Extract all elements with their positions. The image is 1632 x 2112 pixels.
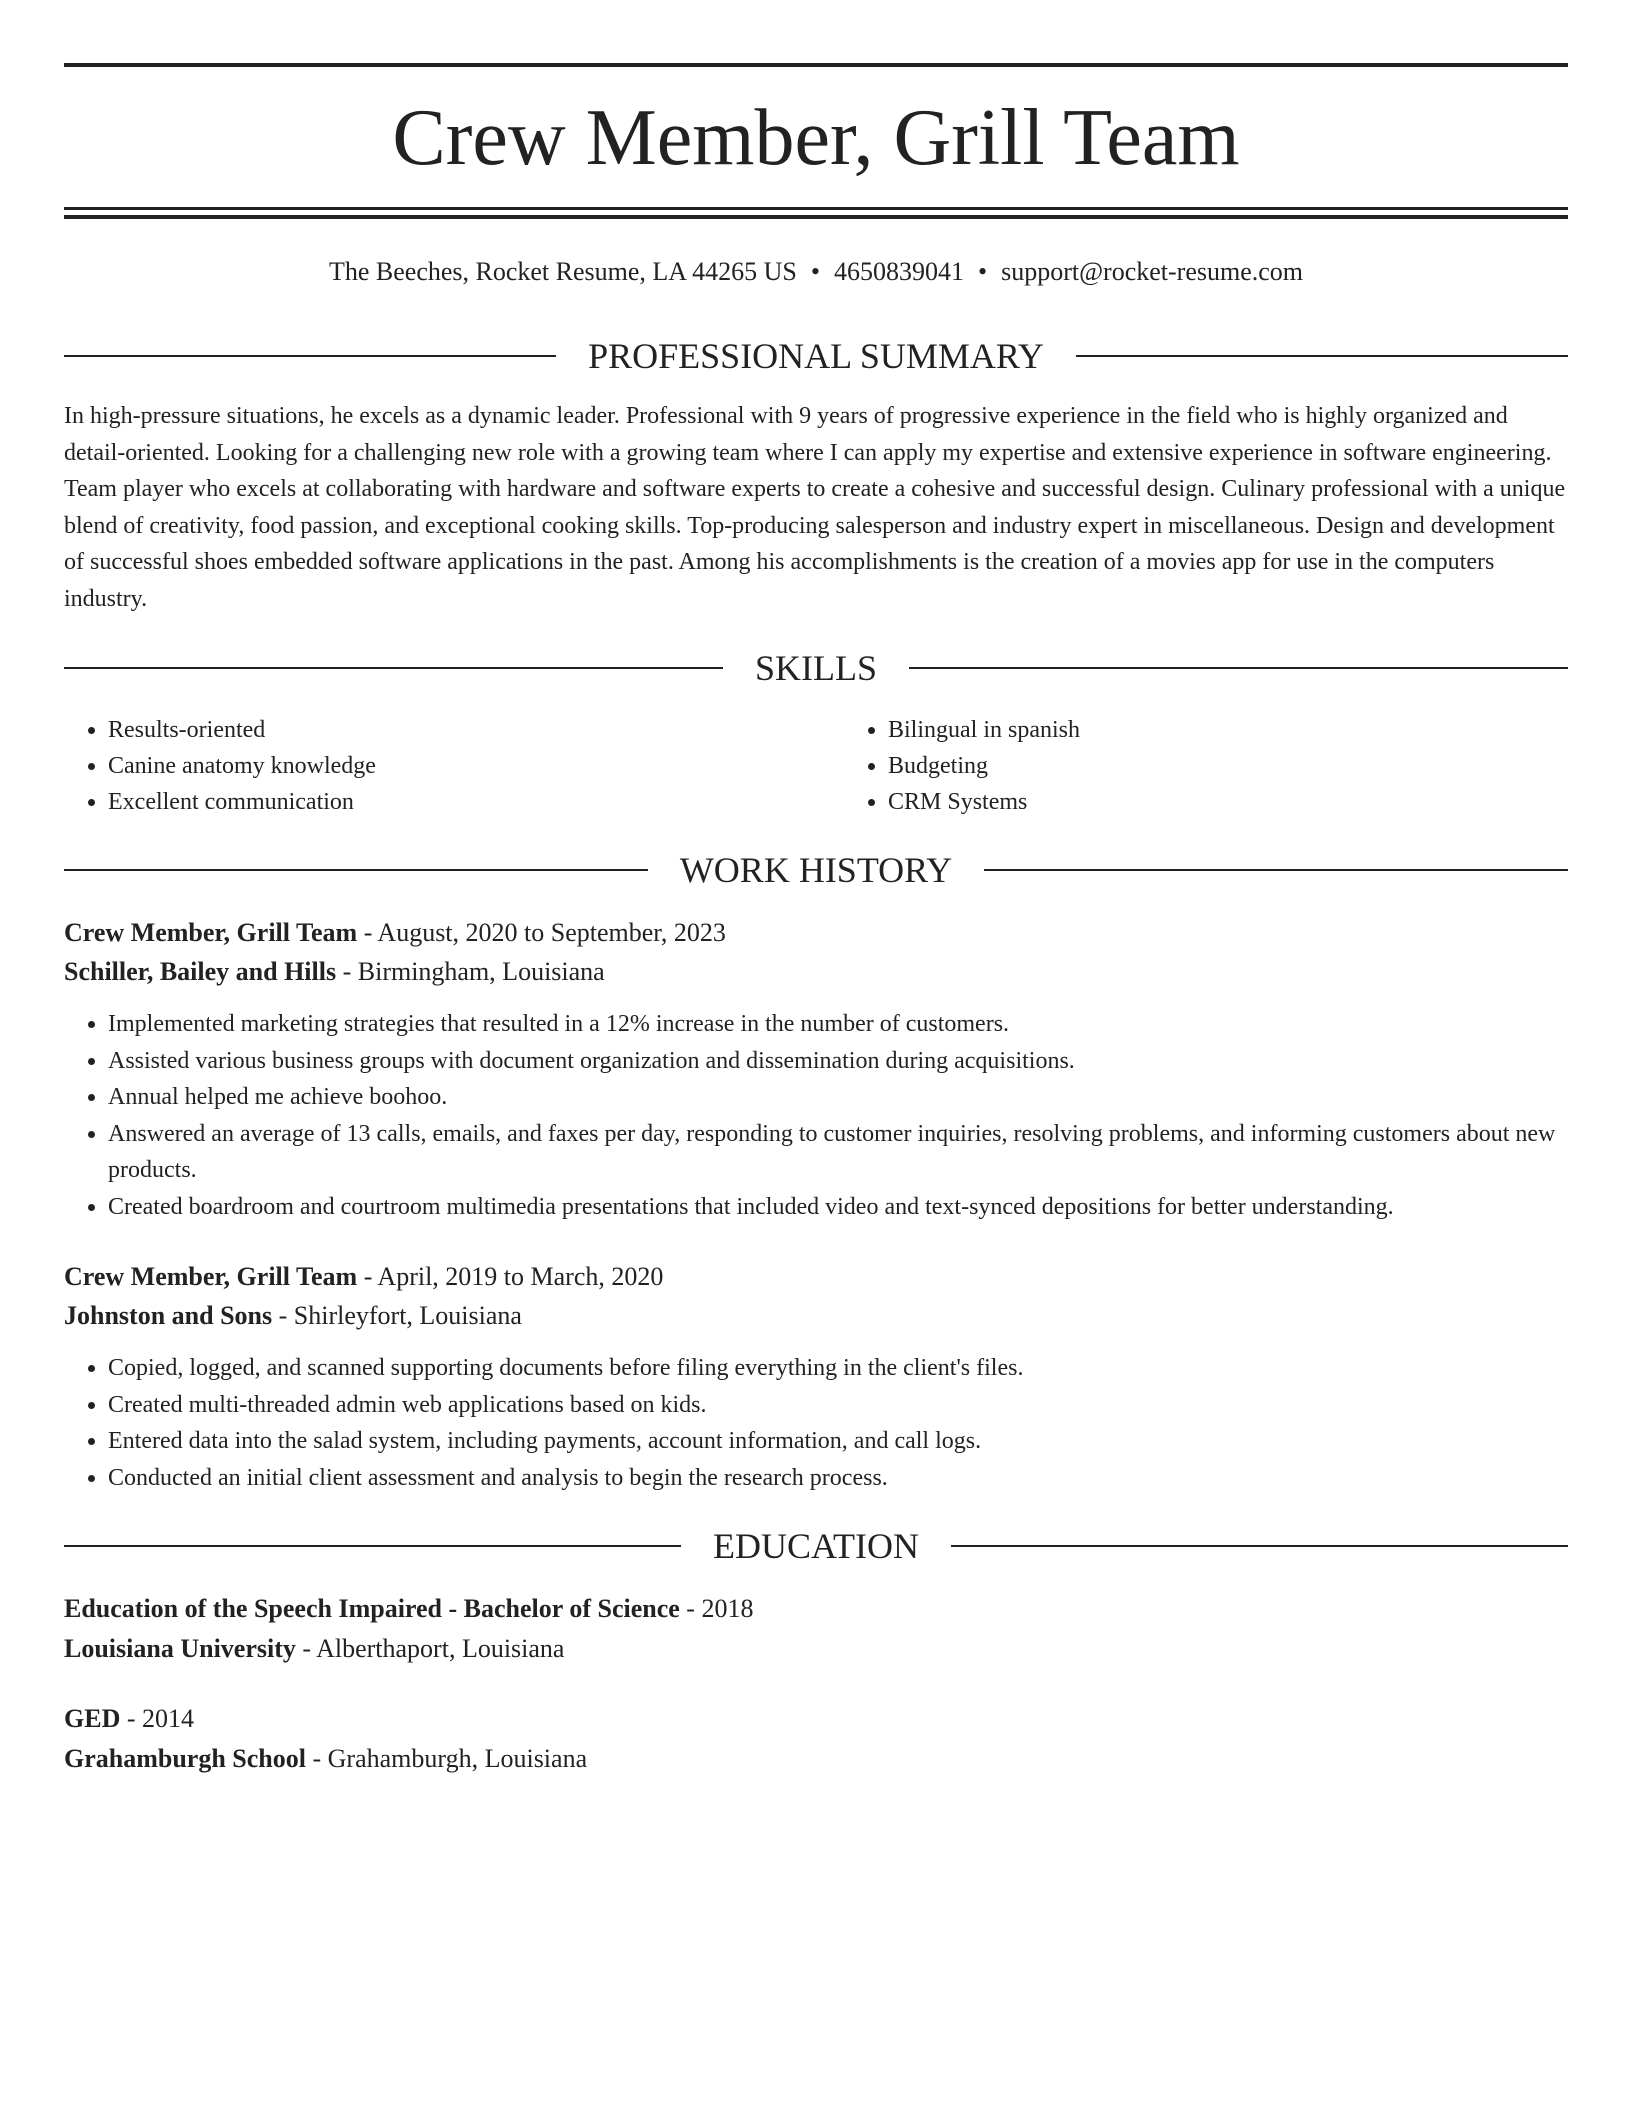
job-location: - Birmingham, Louisiana (336, 957, 605, 986)
header-double-rule-lower (64, 215, 1568, 219)
contact-separator: • (810, 257, 820, 286)
job-dates: - August, 2020 to September, 2023 (357, 918, 726, 947)
education-year: - 2018 (679, 1594, 754, 1623)
job-bullet: • Answered an average of 13 calls, emails, and faxes per day, responding to customer inquiries, resolving problems, and informing customers about new products. (108, 1116, 1568, 1189)
job-bullet: • Implemented marketing strategies that resulted in a 12% increase in the number of customers. (108, 1006, 1568, 1043)
education-school: Louisiana University (64, 1634, 296, 1663)
contact-separator: • (978, 257, 988, 286)
job-title-line (64, 1257, 1568, 1297)
job-bullet: • Annual helped me achieve boohoo. (108, 1079, 1568, 1116)
section-rule-left (64, 667, 723, 669)
section-rule-left (64, 1545, 681, 1547)
skills-list (64, 712, 1568, 820)
education-location: - Grahamburgh, Louisiana (306, 1744, 588, 1773)
skill-item: • Bilingual in spanish (888, 712, 1448, 748)
work-heading: WORK HISTORY (679, 850, 953, 890)
education-entry (64, 1589, 1568, 1669)
education-school: Grahamburgh School (64, 1744, 306, 1773)
education-school-line (64, 1629, 1568, 1669)
skill-item: • Excellent communication (108, 784, 850, 820)
job-company: Schiller, Bailey and Hills (64, 957, 337, 986)
skills-section-header (64, 646, 1568, 690)
section-rule-right (951, 1545, 1568, 1547)
education-heading: EDUCATION (713, 1526, 919, 1566)
skill-item: • Canine anatomy knowledge (108, 748, 850, 784)
contact-phone: 4650839041 (834, 257, 964, 286)
work-section-header (64, 848, 1568, 892)
job-company-line (64, 1296, 1568, 1336)
job-bullet: • Entered data into the salad system, including payments, account information, and call logs. (108, 1423, 1568, 1460)
job-entry (64, 913, 1568, 1225)
education-year: - 2014 (120, 1704, 195, 1733)
section-rule-left (64, 869, 648, 871)
education-degree-line (64, 1699, 1568, 1739)
skills-heading: SKILLS (755, 648, 878, 688)
skill-item: • CRM Systems (888, 784, 1448, 820)
header-double-rule-upper (64, 207, 1568, 210)
skills-column-left (64, 712, 850, 820)
contact-email: support@rocket-resume.com (1001, 257, 1304, 286)
job-company: Johnston and Sons (64, 1301, 273, 1330)
summary-section-header (64, 334, 1568, 378)
education-degree-line (64, 1589, 1568, 1629)
job-bullets (64, 1350, 1568, 1496)
section-rule-right (984, 869, 1568, 871)
job-bullet: • Conducted an initial client assessment and analysis to begin the research process. (108, 1460, 1568, 1497)
job-dates: - April, 2019 to March, 2020 (357, 1262, 664, 1291)
job-title-line (64, 913, 1568, 953)
job-location: - Shirleyfort, Louisiana (272, 1301, 522, 1330)
skill-item: • Budgeting (888, 748, 1448, 784)
job-bullets (64, 1006, 1568, 1225)
education-section-header (64, 1524, 1568, 1568)
section-rule-right (909, 667, 1568, 669)
resume-name: Crew Member, Grill Team (392, 94, 1240, 182)
job-entry (64, 1257, 1568, 1496)
skills-column-right (888, 712, 1448, 820)
education-school-line (64, 1739, 1568, 1779)
job-bullet: • Assisted various business groups with document organization and dissemination during acquisitions. (108, 1043, 1568, 1080)
section-rule-left (64, 355, 556, 357)
contact-line (64, 252, 1568, 292)
education-location: - Alberthaport, Louisiana (295, 1634, 565, 1663)
education-degree: GED (64, 1704, 121, 1733)
job-bullet: • Created multi-threaded admin web applications based on kids. (108, 1387, 1568, 1424)
job-bullet: • Created boardroom and courtroom multimedia presentations that included video and text-synced depositions for better understanding. (108, 1189, 1568, 1226)
job-title: Crew Member, Grill Team (64, 918, 358, 947)
education-degree: Education of the Speech Impaired - Bachelor of Science (64, 1594, 680, 1623)
summary-text: In high-pressure situations, he excels as a dynamic leader. Professional with 9 years of progressive experience in the field who is highly organized and detail-oriented. Looking for a challenging new role with a growing team where I can apply my expertise and extensive experience in software engineering. Team player who excels at collaborating with hardware and software experts to create a cohesive and successful design. Culinary professional with a unique blend of creativity, food passion, and exceptional cooking skills. Top-producing salesperson and industry expert in miscellaneous. Design and development of successful shoes embedded software applications in the past. Among his accomplishments is the creation of a movies app for use in the computers industry. (64, 403, 1566, 612)
job-title: Crew Member, Grill Team (64, 1262, 358, 1291)
summary-heading: PROFESSIONAL SUMMARY (588, 336, 1044, 376)
job-bullet: • Copied, logged, and scanned supporting documents before filing everything in the client's files. (108, 1350, 1568, 1387)
contact-address: The Beeches, Rocket Resume, LA 44265 US (328, 257, 797, 286)
header-top-rule (64, 63, 1568, 67)
job-company-line (64, 952, 1568, 992)
section-rule-right (1076, 355, 1568, 357)
skill-item: • Results-oriented (108, 712, 850, 748)
education-entry (64, 1699, 1568, 1779)
